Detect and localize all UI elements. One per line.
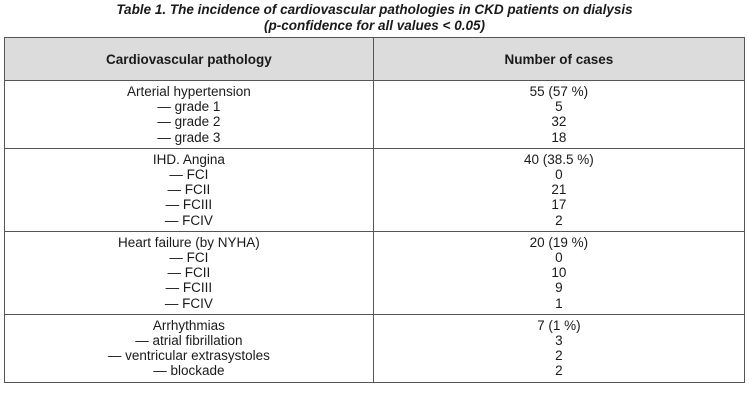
subitem-value: 10 <box>551 265 567 281</box>
group-total: 7 (1 %) <box>537 317 581 333</box>
subitem-value: 2 <box>555 212 563 228</box>
subitem-value: 21 <box>551 182 567 198</box>
group-name: Arterial hypertension <box>126 84 251 99</box>
table-row-arterial-hypertension <box>5 81 745 149</box>
header-cases: Number of cases <box>373 38 744 81</box>
subitem-label: — grade 2 <box>157 114 221 130</box>
subitem-value: 0 <box>555 167 563 183</box>
caption-note: (p-confidence for all values < 0.05) <box>264 18 485 33</box>
subitem-label: — FCIII <box>165 280 213 296</box>
subitem-label: — FCIV <box>164 295 213 311</box>
pathology-cell <box>5 81 374 149</box>
subitem-label: — FCIV <box>164 212 213 228</box>
subitem-label: — atrial fibrillation <box>135 333 243 349</box>
subitem-label: — FCI <box>169 167 209 183</box>
subitem-value: 2 <box>555 348 563 364</box>
pathology-cell <box>5 231 374 314</box>
subitem-value: 18 <box>551 129 567 145</box>
caption-title: Table 1. The incidence of cardiovascular pathologies in CKD patients on dialysis <box>116 2 633 17</box>
cases-cell <box>373 148 744 231</box>
group-total: 55 (57 %) <box>529 84 589 99</box>
cases-cell <box>373 231 744 314</box>
group-name: Arrhythmias <box>152 317 225 333</box>
header-row <box>5 38 745 81</box>
table-row-heart-failure <box>5 231 745 314</box>
pathology-cell <box>5 148 374 231</box>
subitem-label: — blockade <box>153 363 225 379</box>
group-name: Heart failure (by NYHA) <box>117 234 260 250</box>
subitem-value: 32 <box>551 114 567 130</box>
group-total: 20 (19 %) <box>529 234 589 250</box>
subitem-label: — FCIII <box>165 197 213 213</box>
cardiovascular-table <box>4 37 745 383</box>
group-total: 40 (38.5 %) <box>523 151 594 167</box>
subitem-label: — FCII <box>167 182 211 198</box>
cases-cell <box>373 314 744 382</box>
table-row-ihd-angina <box>5 148 745 231</box>
subitem-value: 3 <box>555 333 563 349</box>
subitem-label: — ventricular extrasystoles <box>107 348 270 364</box>
subitem-label: — FCII <box>167 265 211 281</box>
subitem-value: 0 <box>555 250 563 266</box>
group-name: IHD. Angina <box>152 151 225 167</box>
subitem-label: — grade 1 <box>157 99 221 115</box>
table-caption <box>0 2 749 36</box>
header-pathology: Cardiovascular pathology <box>5 38 374 81</box>
pathology-cell <box>5 314 374 382</box>
subitem-value: 9 <box>555 280 563 296</box>
subitem-value: 5 <box>555 99 563 115</box>
subitem-label: — FCI <box>169 250 209 266</box>
subitem-label: — grade 3 <box>157 129 221 145</box>
subitem-value: 1 <box>555 295 563 311</box>
cases-cell <box>373 81 744 149</box>
subitem-value: 2 <box>555 363 563 379</box>
table-row-arrhythmias <box>5 314 745 382</box>
subitem-value: 17 <box>551 197 567 213</box>
